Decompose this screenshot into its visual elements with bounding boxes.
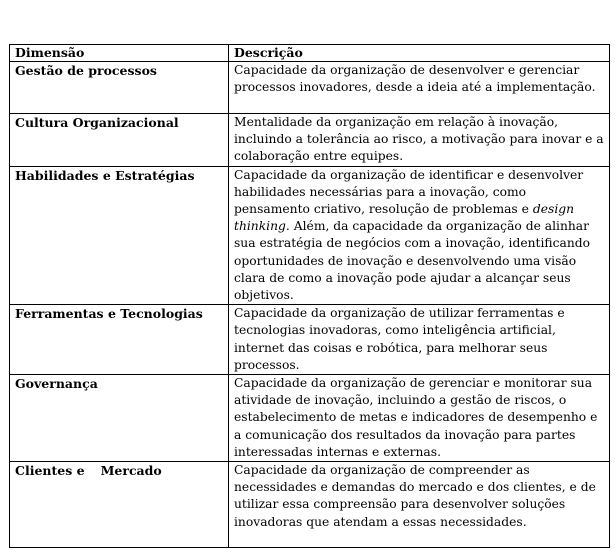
description-emphasis: design thinking.: [234, 202, 575, 234]
table-row: [10, 462, 610, 548]
description-cell: Mentalidade da organização em relação à inovação, incluindo a tolerância ao risco, a motivação para inovar e a colaboração entre equipes.: [229, 114, 610, 167]
dimension-cell: Gestão de processos: [10, 62, 229, 114]
dimension-cell: Governança: [10, 375, 229, 462]
description-text-continued: Além, da capacidade da organização de alinhar sua estratégia de negócios com a inovação, identificando oportunidades de inovação e desenvolvendo uma visão clara de como a inovação pode ajudar a alcançar seus objetivos.: [234, 219, 591, 303]
description-text: Capacidade da organização de identificar e desenvolver habilidades necessárias para a inovação, como pensamento criativo, resolução de problemas e: [234, 167, 584, 217]
table-row: [10, 166, 610, 305]
header-description: Descrição: [229, 45, 610, 62]
header-dimension: Dimensão: [10, 45, 229, 62]
table-row: [10, 114, 610, 167]
table-row: [10, 62, 610, 114]
dimension-cell: Ferramentas e Tecnologias: [10, 305, 229, 375]
description-cell: Capacidade da organização de utilizar ferramentas e tecnologias inovadoras, como inteligência artificial, internet das coisas e robótica, para melhorar seus processos.: [229, 305, 610, 375]
dimension-cell: [10, 462, 229, 548]
description-cell: Capacidade da organização de desenvolver e gerenciar processos inovadores, desde a ideia até a implementação.: [229, 62, 610, 114]
dimension-text-part1: Clientes e: [15, 463, 85, 479]
dimension-cell: Habilidades e Estratégias: [10, 166, 229, 305]
description-cell: Capacidade da organização de compreender as necessidades e demandas do mercado e dos clientes, e de utilizar essa compreensão para desenvolver soluções inovadoras que atendam a essas necessidades.: [229, 462, 610, 548]
description-cell: Capacidade da organização de gerenciar e monitorar sua atividade de inovação, incluindo a gestão de riscos, o estabelecimento de metas e indicadores de desempenho e a comunicação dos resultados da inovação para partes interessadas internas e externas.: [229, 375, 610, 462]
dimension-cell: Cultura Organizacional: [10, 114, 229, 167]
description-cell: [229, 166, 610, 305]
dimensions-table: [9, 44, 610, 548]
table-row: [10, 375, 610, 462]
table-row: [10, 305, 610, 375]
table-header-row: [10, 45, 610, 62]
dimension-text-part2: Mercado: [100, 463, 162, 479]
